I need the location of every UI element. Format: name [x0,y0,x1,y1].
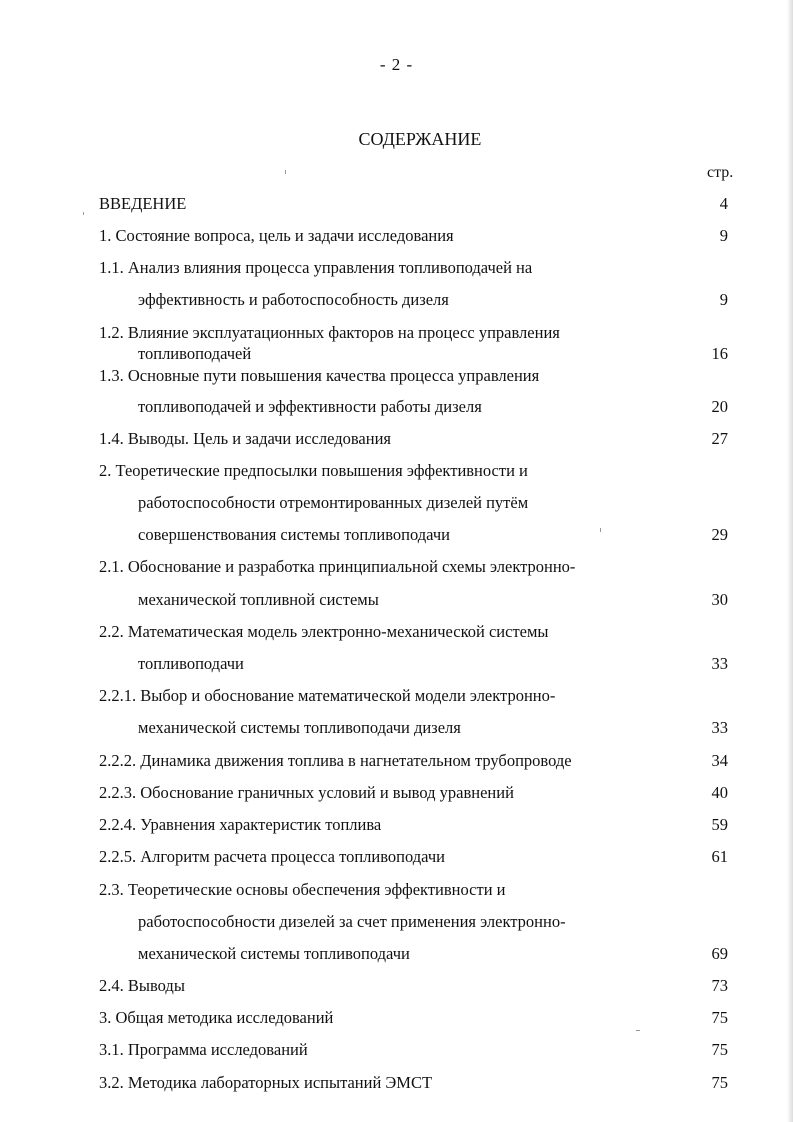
toc-line [0,1040,793,1062]
toc-line [0,815,793,837]
toc-entry-text: 1.4. Выводы. Цель и задачи исследования [99,429,391,448]
scan-speck [636,1030,640,1031]
toc-entry-text: 1.3. Основные пути повышения качества процесса управления [99,366,540,385]
toc-line [0,1073,793,1095]
toc-line [0,557,793,579]
toc-line [0,654,793,676]
toc-entry-page: 33 [711,654,728,673]
toc-entry-text: работоспособности отремонтированных дизелей путём [138,493,529,512]
toc-entry-page: 75 [711,1073,728,1092]
toc-line [0,493,793,515]
toc-entry-text: топливоподачей и эффективности работы дизеля [138,397,482,416]
toc-entry-text: 1. Состояние вопроса, цель и задачи исследования [99,226,454,245]
toc-entry-text: 2.2.4. Уравнения характеристик топлива [99,815,382,834]
scan-speck [600,528,601,532]
toc-entry-page: 29 [711,525,728,544]
toc-entry-page: 9 [719,226,728,245]
toc-entry-text: топливоподачи [138,654,244,673]
toc-entry-text: 3. Общая методика исследований [99,1008,334,1027]
toc-line [0,912,793,934]
toc-line [0,751,793,773]
toc-entry-page: 33 [711,718,728,737]
toc-entry-text: топливоподачей [138,344,252,363]
toc-entry-text: механической топливной системы [138,590,379,609]
toc-entry-text: ВВЕДЕНИЕ [99,194,187,213]
toc-line [0,397,793,419]
toc-line [0,847,793,869]
toc-entry-text: 2.2.5. Алгоритм расчета процесса топливоподачи [99,847,445,866]
toc-line [0,944,793,966]
toc-line [0,290,793,312]
toc-line [0,783,793,805]
toc-entry-text: 2.1. Обоснование и разработка принципиальной схемы электронно- [99,557,576,576]
toc-line [0,622,793,644]
toc-line [0,323,793,345]
toc-line [0,590,793,612]
toc-entry-text: 2.2. Математическая модель электронно-механической системы [99,622,549,641]
toc-entry-text: 1.2. Влияние эксплуатационных факторов на процесс управления [99,323,560,342]
toc-title: СОДЕРЖАНИЕ [358,129,482,149]
toc-line [0,194,793,216]
toc-entry-text: 2.4. Выводы [99,976,185,995]
toc-entry-page: 75 [711,1008,728,1027]
toc-line [0,429,793,451]
toc-entry-text: механической системы топливоподачи [138,944,410,963]
page-number: - 2 - [379,55,414,74]
toc-entry-page: 30 [711,590,728,609]
toc-entry-page: 9 [719,290,728,309]
toc-entry-page: 73 [711,976,728,995]
toc-line [0,1008,793,1030]
toc-entry-text: 2.3. Теоретические основы обеспечения эффективности и [99,880,506,899]
toc-entry-text: 3.2. Методика лабораторных испытаний ЭМСТ [99,1073,433,1092]
toc-line [0,525,793,547]
toc-entry-text: 3.1. Программа исследований [99,1040,308,1059]
toc-line [0,366,793,388]
toc-line [0,461,793,483]
toc-entry-text: 1.1. Анализ влияния процесса управления топливоподачей на [99,258,533,277]
toc-line [0,258,793,280]
toc-line [0,344,793,366]
toc-entry-page: 69 [711,944,728,963]
toc-entry-page: 40 [711,783,728,802]
toc-line [0,718,793,740]
toc-entry-page: 75 [711,1040,728,1059]
toc-entry-text: совершенствования системы топливоподачи [138,525,450,544]
scan-speck [285,170,286,174]
toc-entry-page: 20 [711,397,728,416]
toc-entry-text: 2.2.1. Выбор и обоснование математической модели электронно- [99,686,556,705]
toc-line [0,976,793,998]
toc-entry-page: 27 [711,429,728,448]
page-column-label: стр. [707,164,734,181]
toc-entry-text: 2.2.2. Динамика движения топлива в нагнетательном трубопроводе [99,751,572,770]
toc-entry-page: 34 [711,751,728,770]
toc-line [0,686,793,708]
toc-entry-page: 16 [711,344,728,363]
toc-line [0,226,793,248]
scan-edge-shadow [787,0,793,1122]
toc-line [0,880,793,902]
toc-entry-text: эффективность и работоспособность дизеля [138,290,449,309]
toc-entry-text: 2.2.3. Обоснование граничных условий и вывод уравнений [99,783,514,802]
toc-entry-page: 59 [711,815,728,834]
scan-speck [83,212,84,215]
toc-entry-text: 2. Теоретические предпосылки повышения эффективности и [99,461,528,480]
toc-entry-page: 4 [719,194,728,213]
toc-entry-text: механической системы топливоподачи дизеля [138,718,461,737]
toc-entry-text: работоспособности дизелей за счет применения электронно- [138,912,566,931]
toc-entry-page: 61 [711,847,728,866]
